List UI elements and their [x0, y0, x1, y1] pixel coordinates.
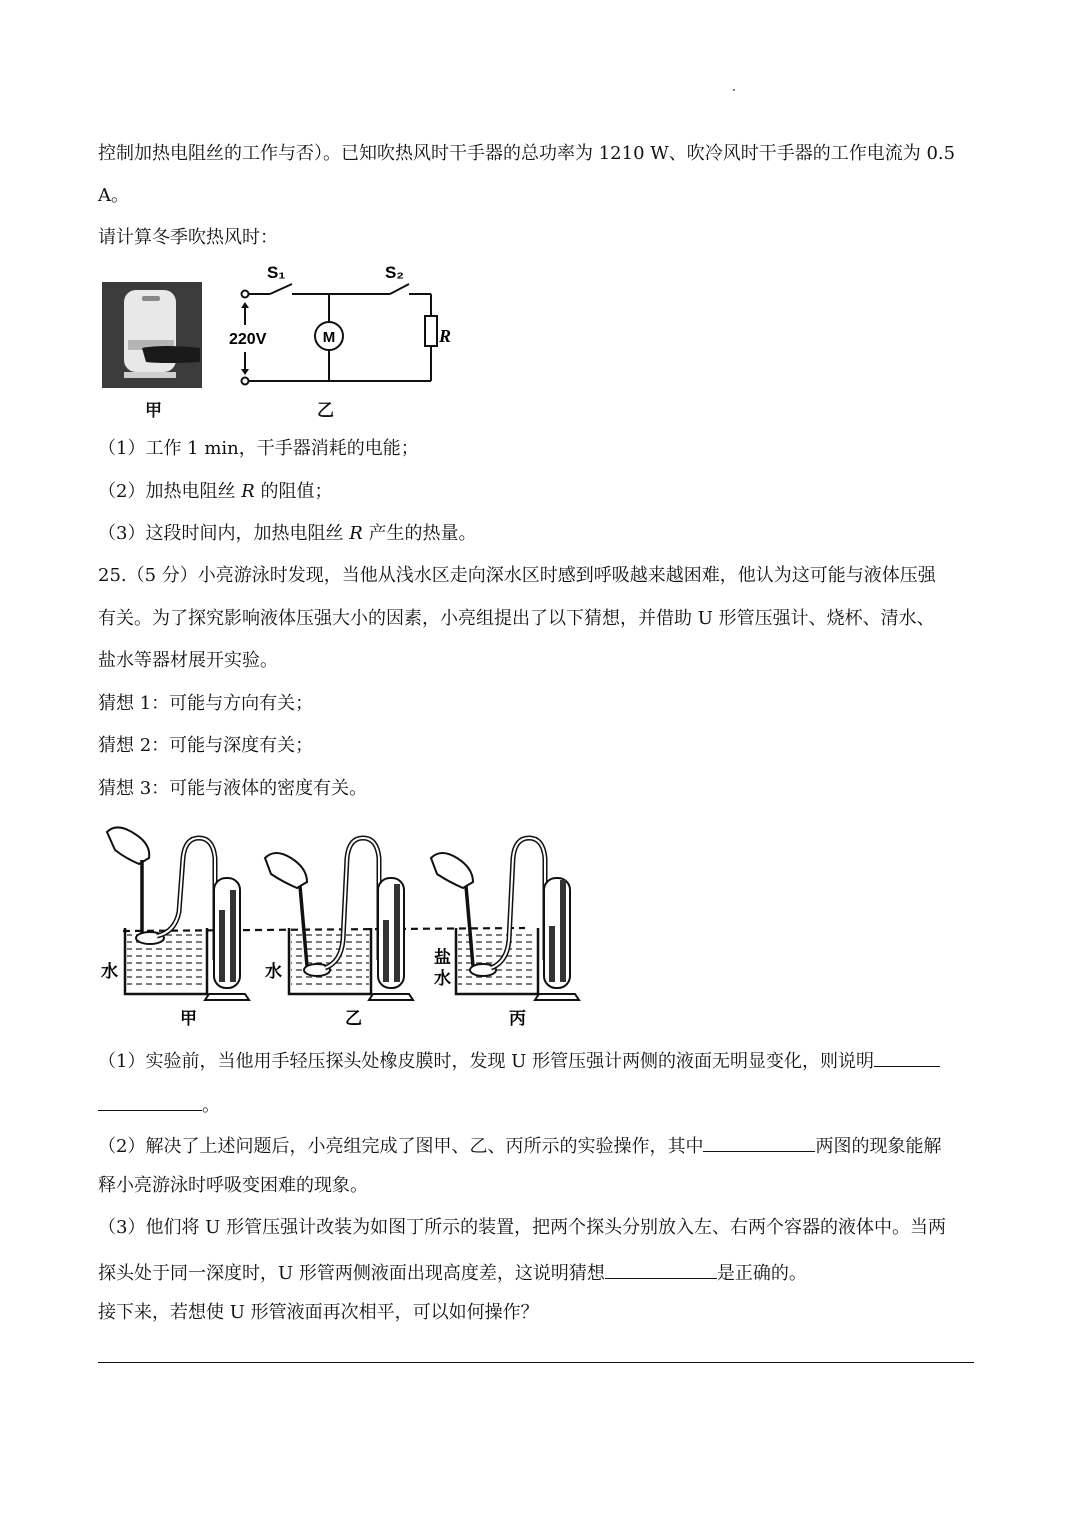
switch-s1 [270, 284, 292, 294]
q25-sub1 [98, 1046, 940, 1074]
label-salt-water-2: 水 [434, 969, 451, 988]
answer-blank-1a[interactable] [874, 1046, 940, 1067]
q25-sub1-end: 。 [202, 1095, 220, 1116]
resistor-symbol [425, 316, 437, 346]
label-motor: M [322, 329, 336, 346]
q25-guess-2: 猜想 2：可能与深度有关； [98, 735, 314, 756]
q25-sub3-end: 是正确的。 [716, 1263, 807, 1284]
label-salt-water-1: 盐 [434, 948, 451, 967]
label-resistor: R [439, 326, 452, 346]
q24-sub2-pre: （2）加热电阻丝 [98, 481, 242, 502]
answer-line[interactable] [98, 1362, 974, 1363]
figure2-caption-2: 乙 [345, 1009, 362, 1029]
intro-line-1: 控制加热电阻丝的工作与否）。已知吹热风时干手器的总功率为 1210 W、吹冷风时干手器的工作电流为 0.5 [98, 143, 956, 164]
hand-dryer-illustration [102, 282, 202, 388]
q25-sub2-text: （2）解决了上述问题后，小亮组完成了图甲、乙、丙所示的实验操作，其中 [98, 1136, 704, 1157]
input-terminal-bottom [242, 378, 249, 385]
q25-line-2: 有关。为了探究影响液体压强大小的因素，小亮组提出了以下猜想，并借助 U 形管压强计、烧杯、清水、 [98, 608, 935, 629]
q25-sub2 [98, 1131, 941, 1159]
q25-guess-3: 猜想 3：可能与液体的密度有关。 [98, 778, 368, 799]
q25-sub1-text: （1）实验前，当他用手轻压探头处橡皮膜时，发现 U 形管压强计两侧的液面无明显变化，则说明 [98, 1051, 875, 1072]
pressure-experiment-figure [95, 820, 595, 1030]
q25-sub3: （3）他们将 U 形管压强计改装为如图丁所示的装置，把两个探头分别放入左、右两个容器的液体中。当两 [98, 1217, 947, 1238]
q24-sub3-var: R [349, 523, 363, 544]
label-water-2: 水 [265, 962, 282, 981]
q25-sub3-cont [98, 1258, 807, 1286]
circuit-diagram [225, 260, 455, 395]
hand-icon-2 [265, 853, 307, 888]
q24-sub1: （1）工作 1 min，干手器消耗的电能； [98, 438, 419, 459]
q24-sub2 [98, 480, 332, 504]
figure2-caption-3: 丙 [509, 1009, 526, 1029]
q24-sub2-var: R [241, 481, 255, 502]
intro-prompt: 请计算冬季吹热风时： [98, 227, 278, 248]
hand-dryer-photo [102, 282, 202, 388]
scan-speck [733, 89, 735, 91]
q25-sub1-cont [98, 1090, 220, 1118]
intro-line-2: A。 [98, 185, 129, 206]
label-s2: S₂ [385, 263, 404, 282]
hand-icon-3 [431, 853, 473, 888]
answer-blank-2[interactable] [703, 1131, 815, 1152]
q25-follow-up: 接下来，若想使 U 形管液面再次相平，可以如何操作？ [98, 1302, 539, 1323]
setup-jia [107, 827, 249, 1000]
setup-bing [431, 838, 579, 1000]
q25-sub2-mid: 两图的现象能解 [815, 1136, 942, 1157]
reference-level-line [123, 928, 525, 931]
q25-guess-1: 猜想 1：可能与方向有关； [98, 693, 314, 714]
label-voltage: 220V [229, 331, 267, 348]
answer-blank-1b[interactable] [98, 1090, 202, 1111]
hand-icon [107, 827, 149, 864]
q25-line-1: 25.（5 分）小亮游泳时发现，当他从浅水区走向深水区时感到呼吸越来越困难，他认为这可能与液体压强 [98, 565, 936, 586]
q24-sub3 [98, 522, 476, 546]
q25-sub2-cont: 释小亮游泳时呼吸变困难的现象。 [98, 1175, 368, 1196]
label-s1: S₁ [267, 263, 286, 282]
setup-yi [265, 838, 413, 1000]
q25-line-3: 盐水等器材展开实验。 [98, 650, 278, 671]
q24-sub2-post: 的阻值； [254, 481, 333, 502]
figure1-caption-right: 乙 [317, 401, 334, 421]
q25-sub3-text: 探头处于同一深度时，U 形管两侧液面出现高度差，这说明猜想 [98, 1263, 605, 1284]
figure2-caption-1: 甲 [180, 1009, 197, 1029]
input-terminal-top [242, 291, 249, 298]
q24-sub3-post: 产生的热量。 [362, 523, 477, 544]
answer-blank-3[interactable] [605, 1258, 717, 1279]
q24-sub3-pre: （3）这段时间内，加热电阻丝 [98, 523, 350, 544]
figure1-caption-left: 甲 [145, 401, 162, 421]
label-water-1: 水 [101, 962, 118, 981]
